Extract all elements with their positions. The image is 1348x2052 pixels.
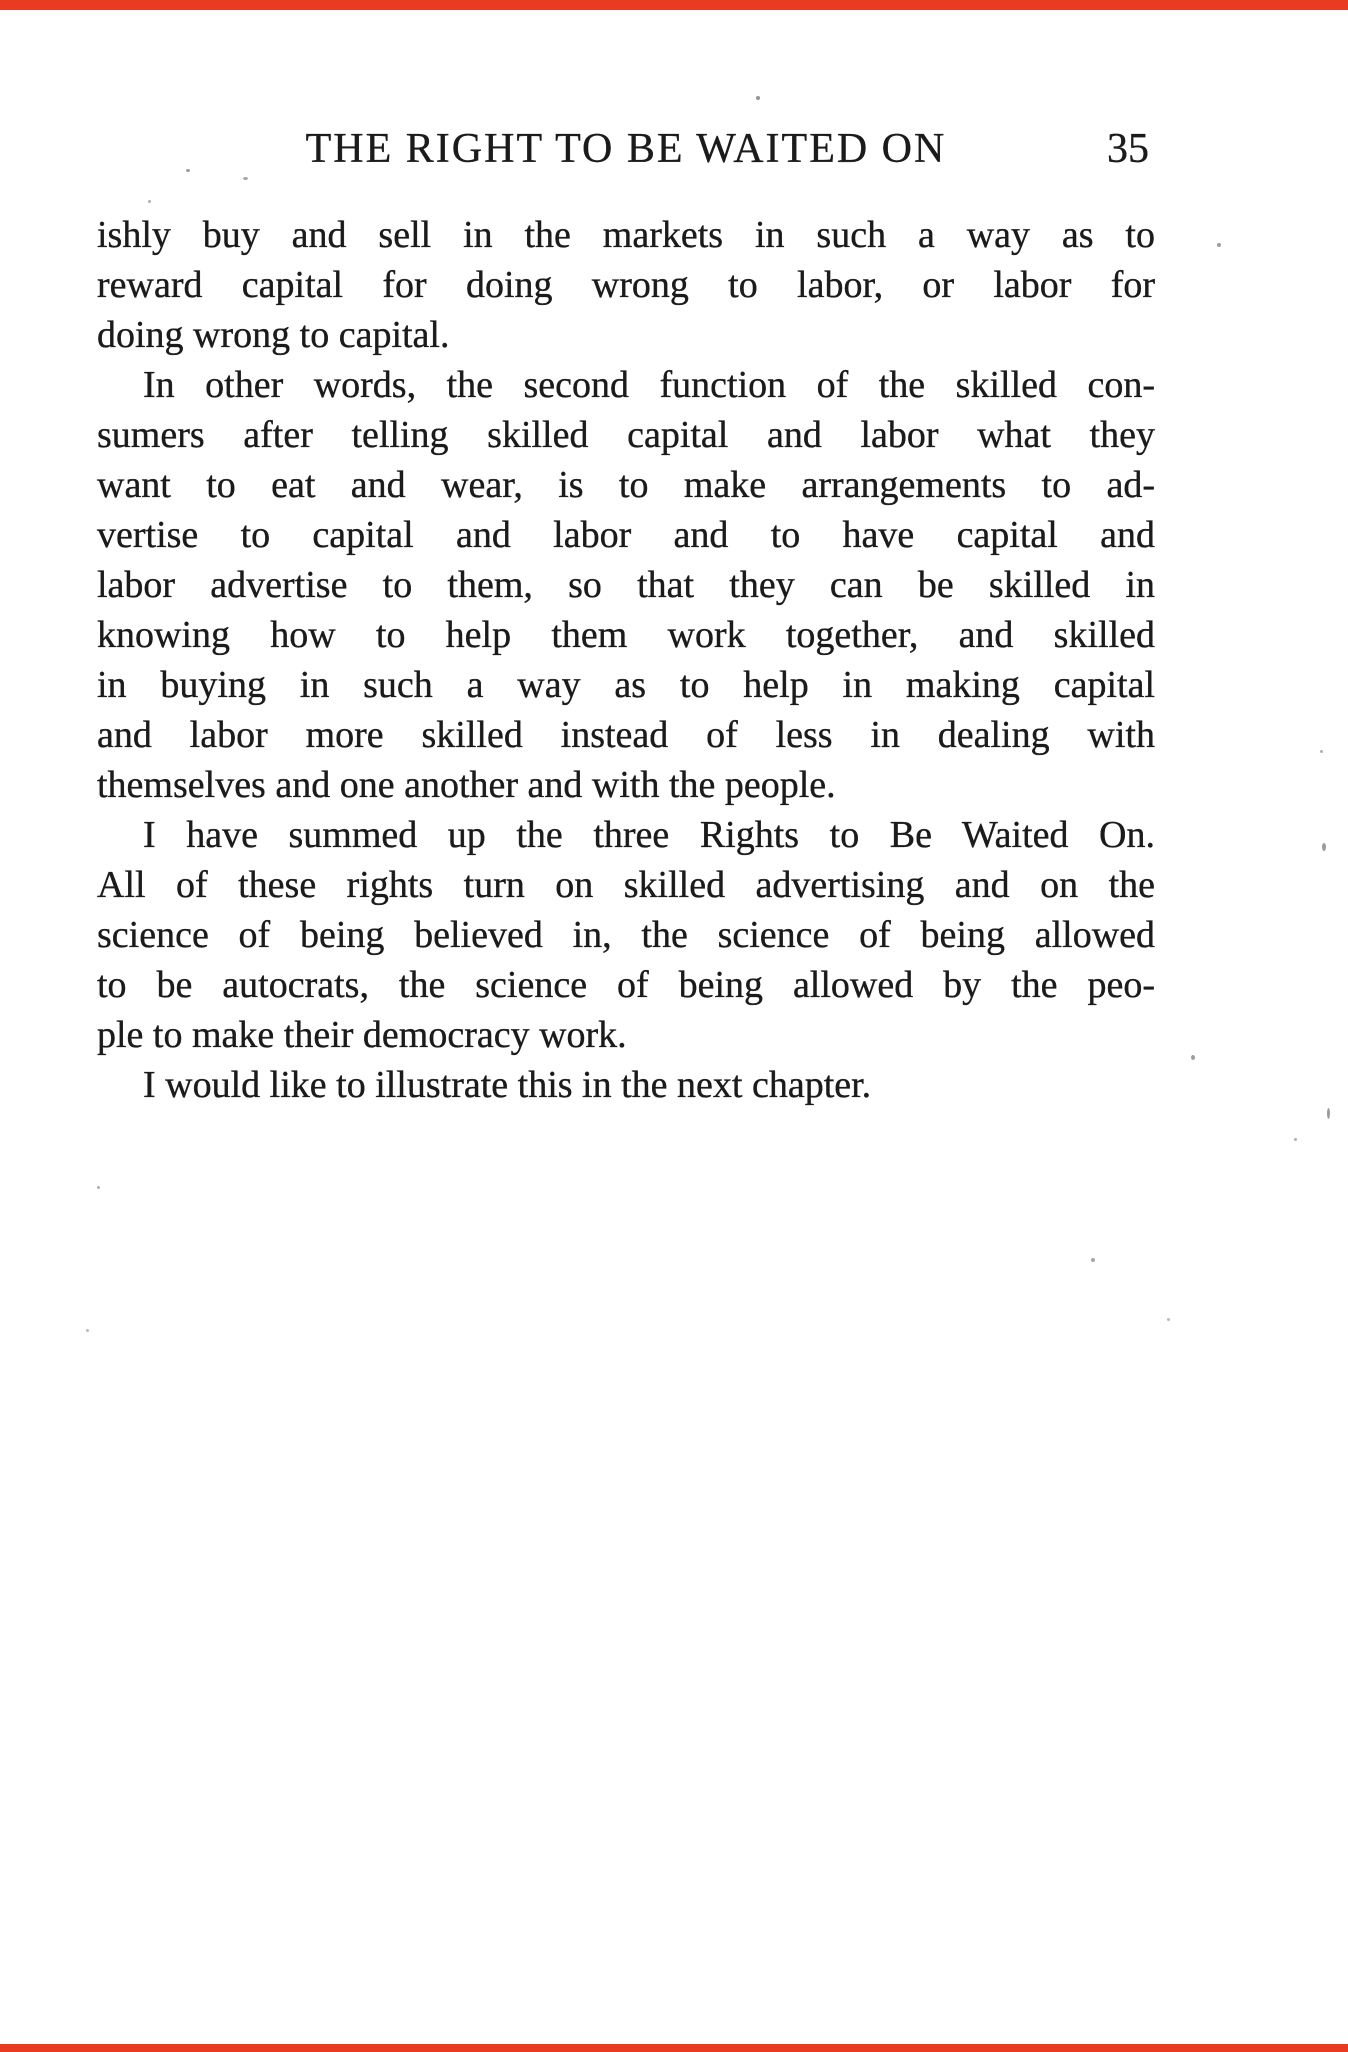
text-line: doing wrong to capital. [97,314,450,356]
text-line: and labor more skilled instead of less in dealing with [97,714,1155,756]
text-line: to be autocrats, the science of being allowed by the peo- [97,964,1155,1006]
text-line: vertise to capital and labor and to have capital and [97,514,1155,556]
chapter-running-title: THE RIGHT TO BE WAITED ON [305,126,947,172]
text-line: in buying in such a way as to help in making capital [97,664,1155,706]
text-line: knowing how to help them work together, and skilled [97,614,1155,656]
scan-speck [756,96,760,100]
scan-speck [148,200,151,203]
text-line: sumers after telling skilled capital and labor what they [97,414,1155,456]
text-line: In other words, the second function of the skilled con- [143,364,1155,406]
scan-edge-strip-top [0,0,1348,10]
scan-speck [1294,1138,1297,1141]
scan-edge-strip-bottom [0,2044,1348,2052]
text-line: labor advertise to them, so that they can be skilled in [97,564,1155,606]
scan-speck [186,169,190,172]
scan-speck [97,1186,100,1189]
text-line: reward capital for doing wrong to labor, or labor for [97,264,1155,306]
scan-speck [1327,1108,1330,1119]
text-line: want to eat and wear, is to make arrangements to ad- [97,464,1155,506]
scan-speck [1091,1258,1095,1262]
scan-speck [1217,243,1221,247]
scan-speck [243,177,248,180]
text-line: ishly buy and sell in the markets in such a way as to [97,214,1155,256]
body-text [97,210,1155,1110]
scan-speck [1167,1318,1170,1321]
text-line: science of being believed in, the science of being allowed [97,914,1155,956]
text-line: ple to make their democracy work. [97,1014,627,1056]
text-line: themselves and one another and with the people. [97,764,836,806]
text-line: I have summed up the three Rights to Be Waited On. [143,814,1155,856]
scan-speck [1322,843,1326,851]
running-header [97,124,1155,178]
scan-speck [1320,750,1323,753]
text-line: All of these rights turn on skilled advertising and on the [97,864,1155,906]
scan-speck [1191,1055,1195,1060]
scan-speck [86,1329,89,1332]
page-number: 35 [1107,126,1149,172]
text-line: I would like to illustrate this in the next chapter. [143,1064,872,1106]
